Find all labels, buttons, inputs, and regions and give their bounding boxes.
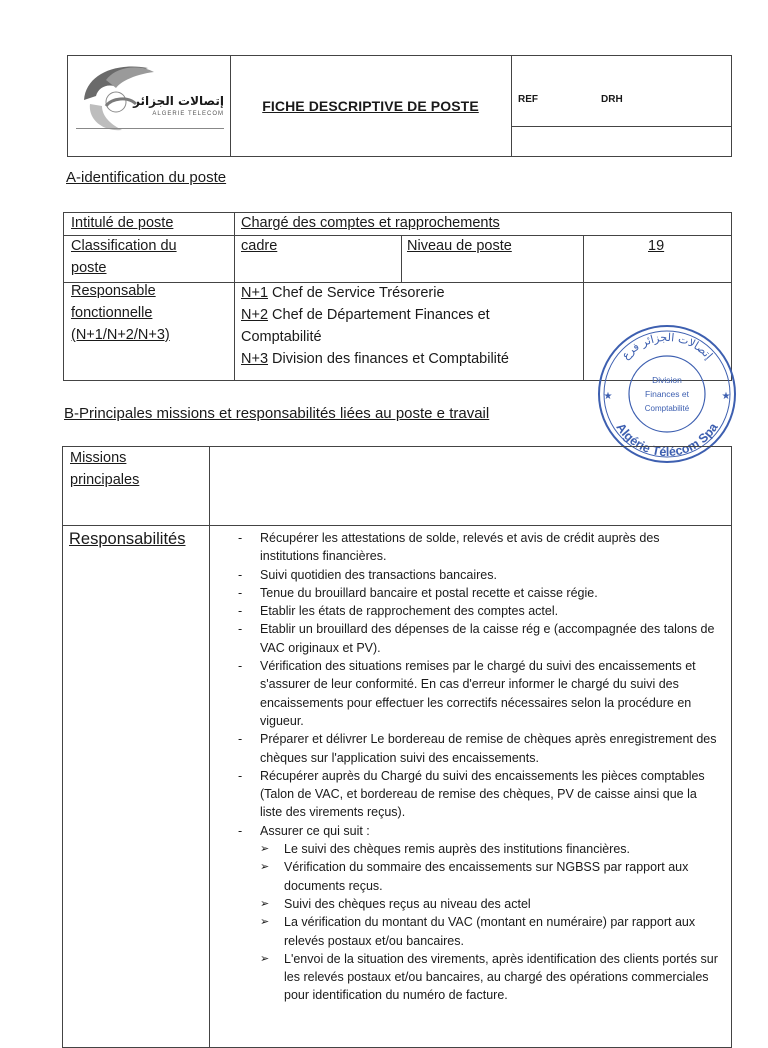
document-title: FICHE DESCRIPTIVE DE POSTE [262,98,479,114]
n1-text: Chef de Service Trésorerie [268,285,445,301]
responsabilites-label: Responsabilités [69,530,186,548]
stamp-star-icon: ★ [721,391,731,402]
table-divider [234,213,235,380]
stamp-center-line: Division [652,375,682,385]
classification-label: Classification du [71,238,177,254]
intitule-value: Chargé des comptes et rapprochements [241,215,500,231]
responsable-label-cont: fonctionnelle [71,305,153,321]
sub-list-item: ➢ L'envoi de la situation des virements, après identification des clients portés sur les relevés postaux et/ou bancaires, au chargé des opérations commerciales pour identification du numéro de facture. [238,950,718,1005]
drh-label: DRH [601,94,623,105]
stamp-center-line: Finances et [645,389,689,399]
list-item: - Etablir un brouillard des dépenses de la caisse rég e (accompagnée des talons de VAC originaux et PV). [238,620,718,657]
n3-text: Division des finances et Comptabilité [268,351,509,367]
responsable-label: Responsable [71,283,156,299]
niveau-value: 19 [648,238,665,254]
classification-label-cont: poste [71,260,107,276]
missions-table [62,446,732,1048]
intitule-label: Intitulé de poste [71,215,174,231]
logo-arabic-name: إتصالات الجزائر [133,94,224,108]
list-item: - Assurer ce qui suit : [238,822,718,840]
official-stamp [596,323,738,465]
table-divider [63,525,731,526]
section-b-title: B-Principales missions et responsabilités liées au poste e travail [64,405,490,422]
ref-cell [511,56,731,156]
logo-latin-name: ALGERIE TELECOM [152,111,224,117]
missions-label: Missions [70,450,127,466]
responsabilites-list [238,529,718,1005]
niveau-label: Niveau de poste [407,238,512,254]
document-header [67,55,732,157]
sub-list-item: ➢ Le suivi des chèques remis auprès des institutions financières. [238,840,718,858]
n1-line [241,282,445,304]
classification-value: cadre [241,238,278,254]
title-cell [230,56,512,156]
list-item: - Récupérer auprès du Chargé du suivi des encaissements les pièces comptables (Talon de VAC, et bordereau de remise des chèques, PV de caisse ainsi que la liste des virements reçus). [238,767,718,822]
stamp-ring-text: إتصالات الجزائر فرع [619,330,716,362]
n2-text: Chef de Département Finances et [268,307,490,323]
n1-code: N+1 [241,285,269,301]
list-item: - Préparer et délivrer Le bordereau de remise de chèques après enregistrement des chèques sur l'application suivi des encaissements. [238,730,718,767]
list-item: - Suivi quotidien des transactions bancaires. [238,566,718,584]
sub-list-item: ➢ Suivi des chèques reçus au niveau des actel [238,895,718,913]
table-divider [401,235,402,282]
n2-line [241,304,490,326]
logo-divider [76,128,224,129]
stamp-star-icon: ★ [603,391,613,402]
n2-code: N+2 [241,307,269,323]
table-divider [209,447,210,1047]
n3-code: N+3 [241,351,269,367]
list-item: - Tenue du brouillard bancaire et postal recette et caisse régie. [238,584,718,602]
section-a-title: A-identification du poste [66,169,227,186]
sub-list-item: ➢ Vérification du sommaire des encaissements sur NGBSS par rapport aux documents reçus. [238,858,718,895]
list-item: - Vérification des situations remises par le chargé du suivi des encaissements et s'assurer de leur conformité. En cas d'erreur informer le chargé du suivi des encaissements pour effectuer les correctifs nécessaires selon la procédure en vigueur. [238,657,718,730]
missions-label-cont: principales [70,472,140,488]
list-item: - Récupérer les attestations de solde, relevés et avis de crédit auprès des institutions financières. [238,529,718,566]
n2-line-cont: Comptabilité [241,329,322,345]
table-divider [583,235,584,380]
ref-row [511,56,731,127]
responsable-label-levels: (N+1/N+2/N+3) [71,327,170,343]
n3-line [241,348,509,370]
ref-label: REF [518,94,538,105]
logo-cell [68,56,231,156]
stamp-bottom-text: Algérie Télécom Spa [613,420,721,460]
stamp-center-line: Comptabilité [644,404,690,413]
list-item: - Etablir les états de rapprochement des comptes actel. [238,602,718,620]
sub-list-item: ➢ La vérification du montant du VAC (montant en numéraire) par rapport aux relevés postaux et/ou bancaires. [238,913,718,950]
